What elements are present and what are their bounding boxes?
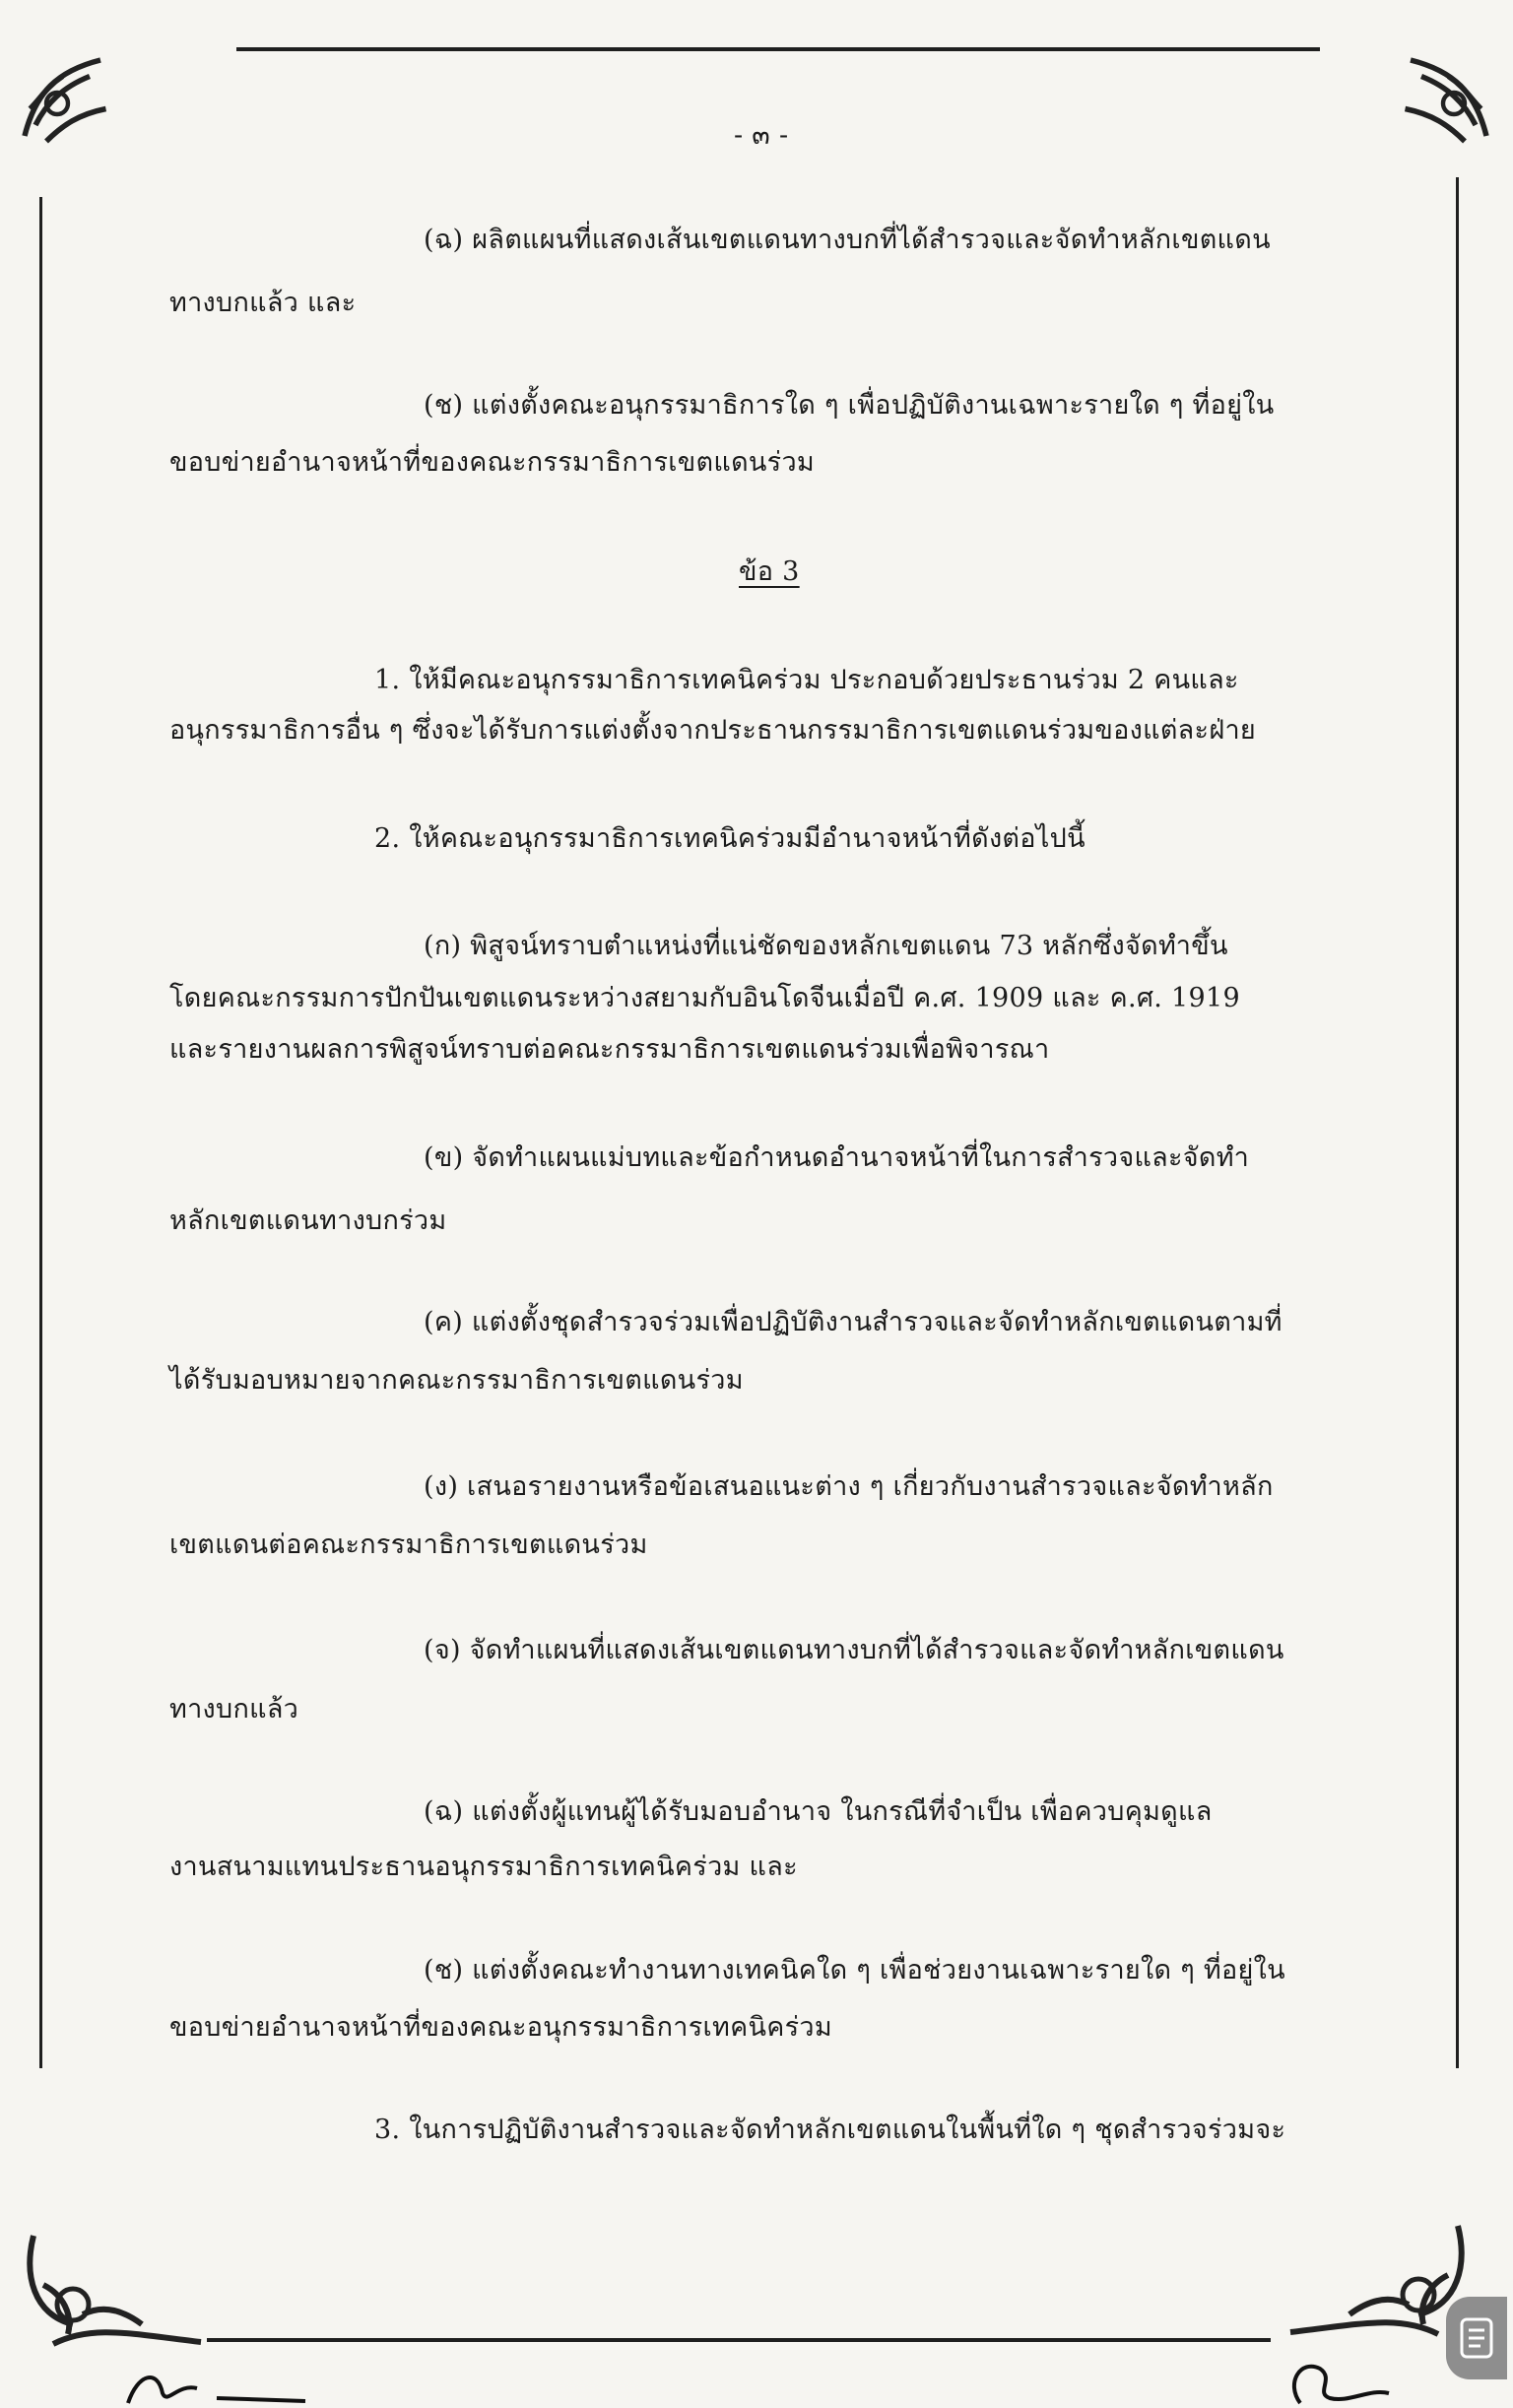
- paragraph-line: (ช) แต่งตั้งคณะทำงานทางเทคนิคใด ๆ เพื่อช่วยงานเฉพาะรายใด ๆ ที่อยู่ใน: [424, 1955, 1285, 1985]
- paragraph-line: (ช) แต่งตั้งคณะอนุกรรมาธิการใด ๆ เพื่อปฏิบัติงานเฉพาะรายใด ๆ ที่อยู่ใน: [424, 390, 1275, 421]
- paragraph-line: (ข) จัดทำแผนแม่บทและข้อกำหนดอำนาจหน้าที่ในการสำรวจและจัดทำ: [424, 1142, 1250, 1173]
- signature-right: [1281, 2354, 1399, 2408]
- frame-left-line: [39, 197, 42, 2068]
- ornament-corner-icon: [1389, 49, 1497, 158]
- paragraph-line: (ง) เสนอรายงานหรือข้อเสนอแนะต่าง ๆ เกี่ยวกับงานสำรวจและจัดทำหลัก: [424, 1471, 1274, 1502]
- signature-left: [118, 2364, 315, 2408]
- frame-top-line: [236, 47, 1320, 51]
- ornament-corner-icon: [14, 2226, 211, 2354]
- frame-bottom-line: [207, 2338, 1271, 2342]
- paragraph-line: อนุกรรมาธิการอื่น ๆ ซึ่งจะได้รับการแต่งตั้งจากประธานกรรมาธิการเขตแดนร่วมของแต่ละฝ่าย: [169, 715, 1257, 746]
- paragraph-line: (ฉ) แต่งตั้งผู้แทนผู้ได้รับมอบอำนาจ ในกรณีที่จำเป็น เพื่อควบคุมดูแล: [424, 1796, 1213, 1827]
- paragraph-line: ทางบกแล้ว: [169, 1694, 299, 1725]
- paragraph-line: โดยคณะกรรมการปักปันเขตแดนระหว่างสยามกับอินโดจีนเมื่อปี ค.ศ. 1909 และ ค.ศ. 1919: [169, 983, 1240, 1013]
- paragraph-line: และรายงานผลการพิสูจน์ทราบต่อคณะกรรมาธิการเขตแดนร่วมเพื่อพิจารณา: [169, 1034, 1050, 1065]
- paragraph-line: (ฉ) ผลิตแผนที่แสดงเส้นเขตแดนทางบกที่ได้สำรวจและจัดทำหลักเขตแดน: [424, 225, 1271, 255]
- document-menu-button[interactable]: [1446, 2297, 1507, 2379]
- paragraph-line: เขตแดนต่อคณะกรรมาธิการเขตแดนร่วม: [169, 1529, 648, 1560]
- section-heading: ข้อ 3: [739, 556, 800, 587]
- paragraph-line: หลักเขตแดนทางบกร่วม: [169, 1205, 447, 1236]
- paragraph-line: ได้รับมอบหมายจากคณะกรรมาธิการเขตแดนร่วม: [169, 1365, 744, 1396]
- paragraph-line: ทางบกแล้ว และ: [169, 288, 357, 318]
- paragraph-line: (ค) แต่งตั้งชุดสำรวจร่วมเพื่อปฏิบัติงานสำรวจและจัดทำหลักเขตแดนตามที่: [424, 1307, 1283, 1337]
- paragraph-line: 1. ให้มีคณะอนุกรรมาธิการเทคนิคร่วม ประกอบด้วยประธานร่วม 2 คนและ: [374, 665, 1239, 695]
- paragraph-line: ขอบข่ายอำนาจหน้าที่ของคณะอนุกรรมาธิการเทคนิคร่วม: [169, 2012, 832, 2043]
- document-lines-icon: [1459, 2316, 1494, 2360]
- frame-right-line: [1456, 177, 1459, 2068]
- paragraph-line: (จ) จัดทำแผนที่แสดงเส้นเขตแดนทางบกที่ได้สำรวจและจัดทำหลักเขตแดน: [424, 1635, 1284, 1665]
- page-number: - ๓ -: [734, 120, 789, 151]
- paragraph-line: 3. ในการปฏิบัติงานสำรวจและจัดทำหลักเขตแดนในพื้นที่ใด ๆ ชุดสำรวจร่วมจะ: [374, 2115, 1286, 2145]
- paragraph-line: (ก) พิสูจน์ทราบตำแหน่งที่แน่ชัดของหลักเขตแดน 73 หลักซึ่งจัดทำขึ้น: [424, 931, 1228, 961]
- paragraph-line: ขอบข่ายอำนาจหน้าที่ของคณะกรรมาธิการเขตแดนร่วม: [169, 447, 816, 478]
- ornament-corner-icon: [14, 49, 122, 158]
- paragraph-line: 2. ให้คณะอนุกรรมาธิการเทคนิคร่วมมีอำนาจหน้าที่ดังต่อไปนี้: [374, 823, 1085, 854]
- paragraph-line: งานสนามแทนประธานอนุกรรมาธิการเทคนิคร่วม และ: [169, 1852, 798, 1882]
